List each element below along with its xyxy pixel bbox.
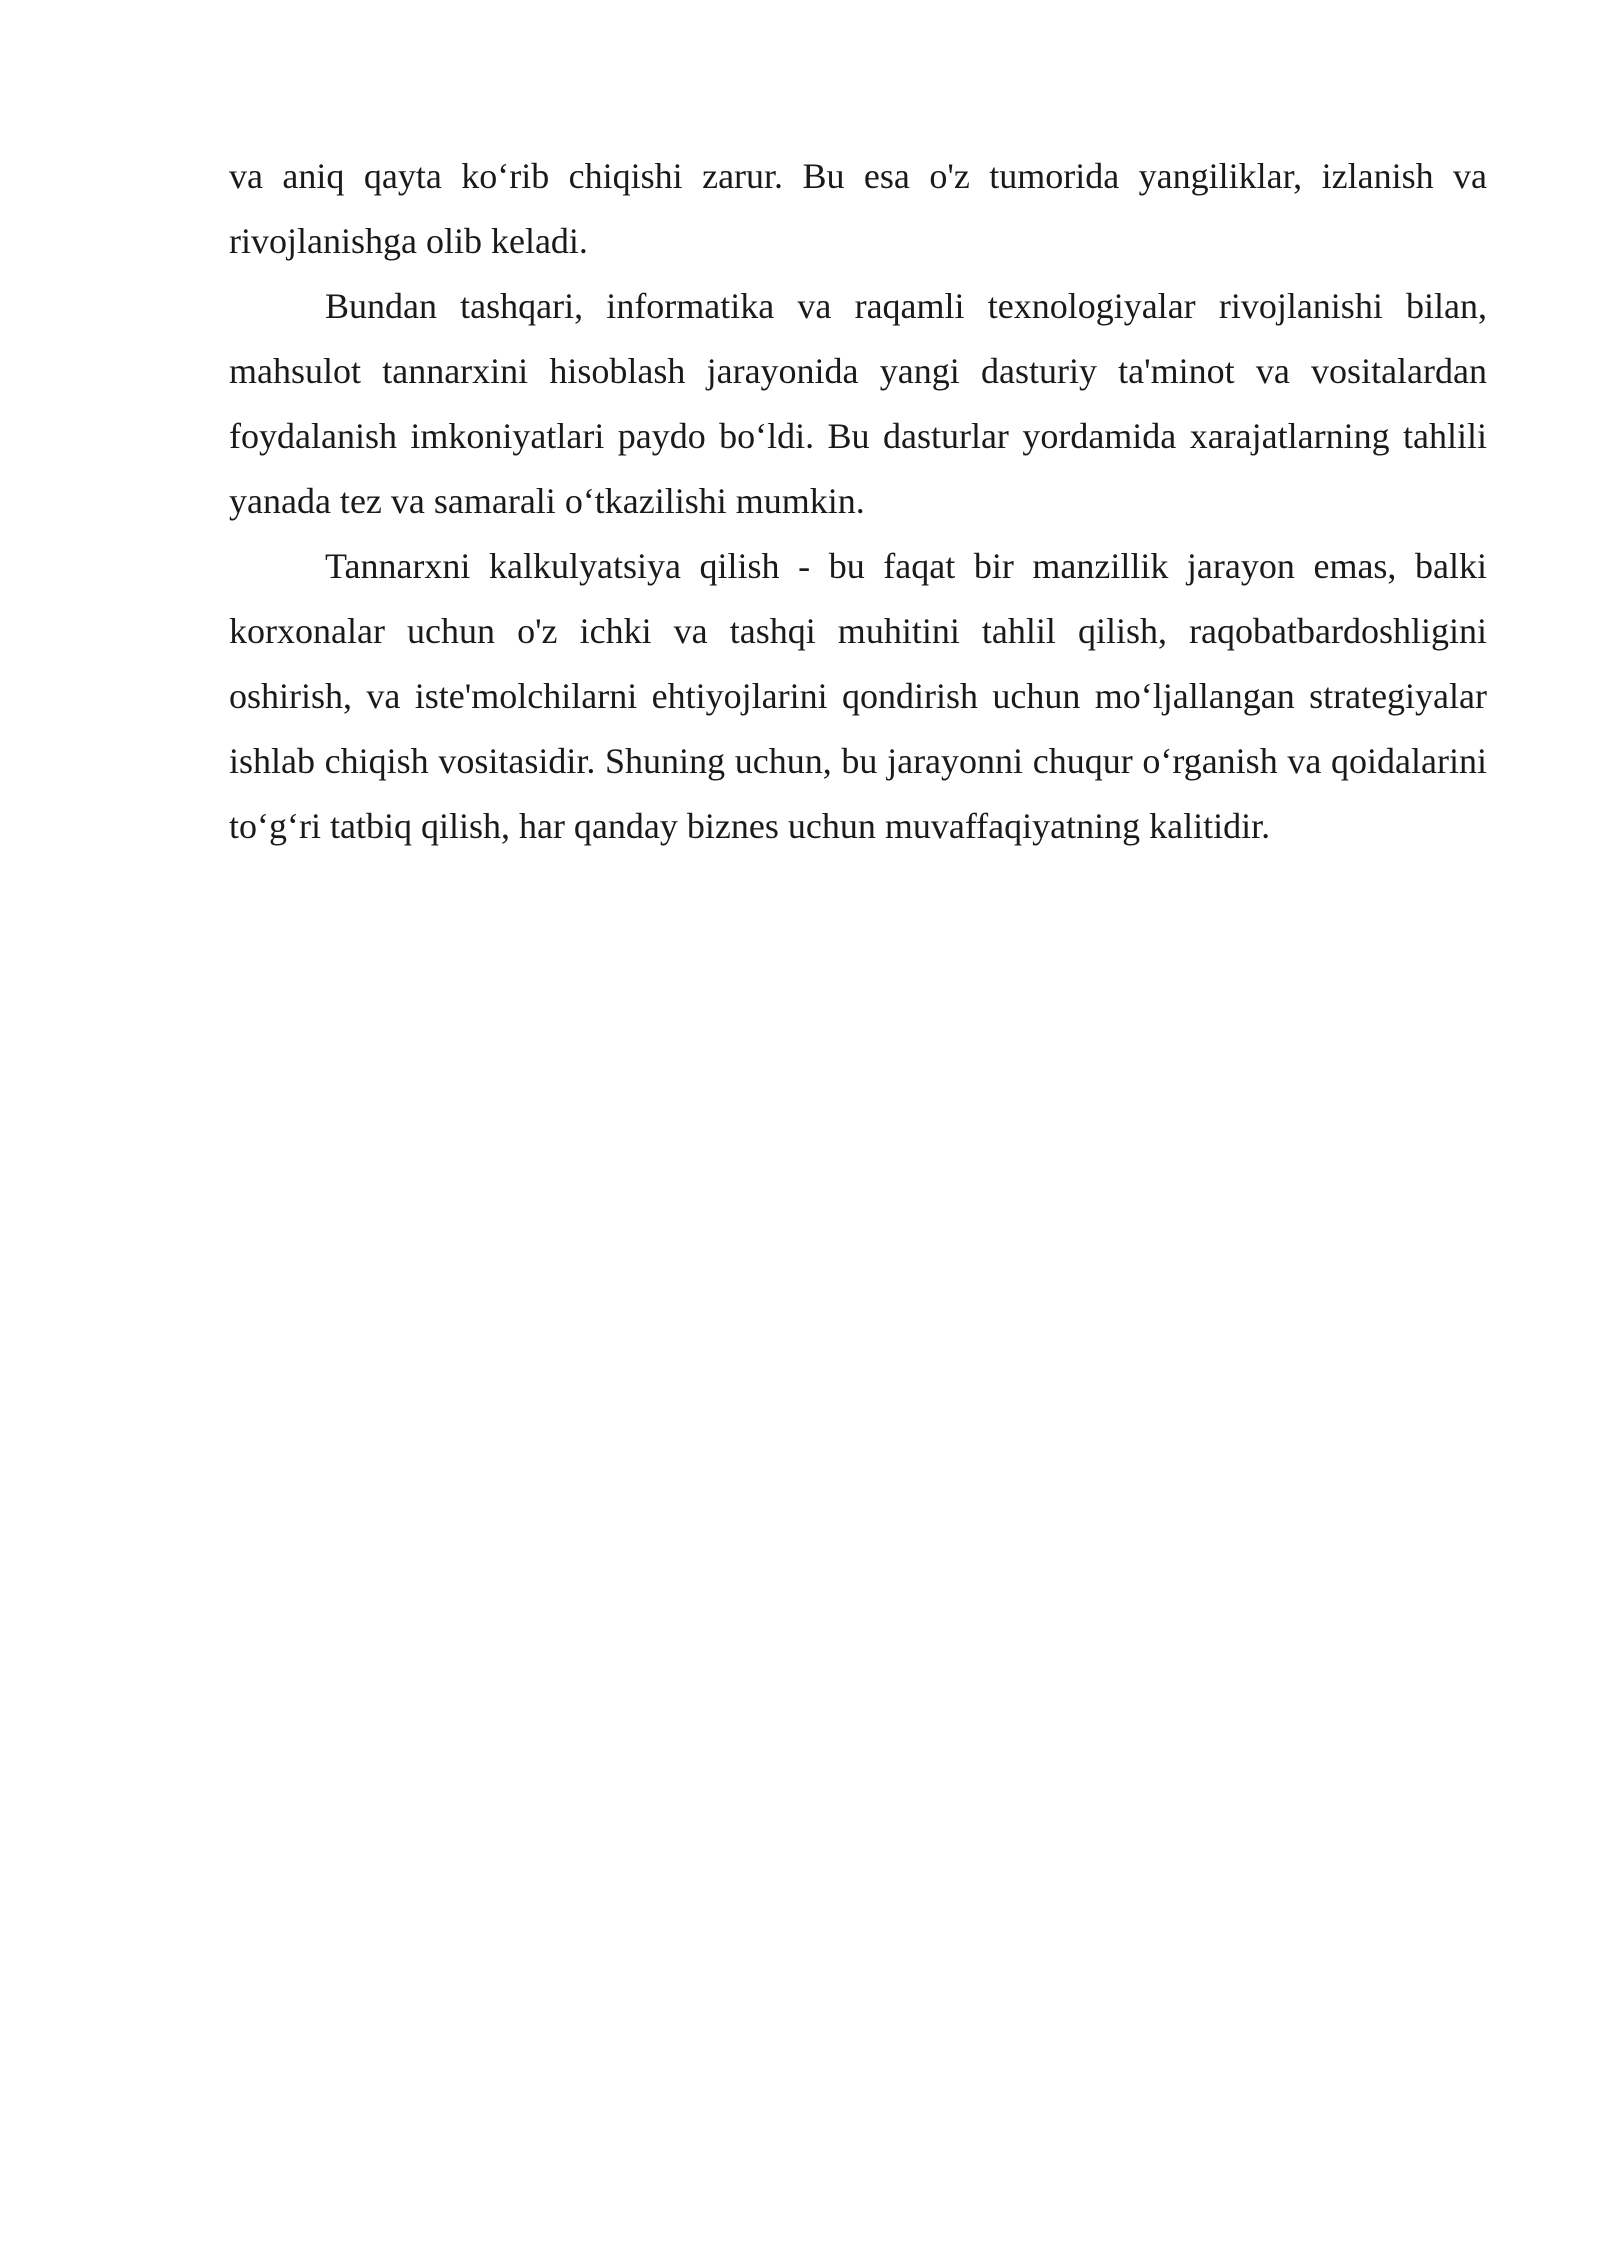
body-text bbox=[229, 144, 1487, 859]
paragraph-technology: Bundan tashqari, informatika va raqamli texnologiyalar rivojlanishi bilan, mahsulot tannarxini hisoblash jarayonida yangi dasturiy ta'minot va vositalardan foydalanish imkoniyatlari paydo bo‘ldi. Bu dasturlar yordamida xarajatlarning tahlili yanada tez va samarali o‘tkazilishi mumkin. bbox=[229, 286, 1487, 521]
paragraph-continuation: va aniq qayta ko‘rib chiqishi zarur. Bu esa o'z tumorida yangiliklar, izlanish va rivojlanishga olib keladi. bbox=[229, 156, 1487, 261]
paragraph-conclusion: Tannarxni kalkulyatsiya qilish - bu faqat bir manzillik jarayon emas, balki korxonalar uchun o'z ichki va tashqi muhitini tahlil qilish, raqobatbardoshligini oshirish, va iste'molchilarni ehtiyojlarini qondirish uchun mo‘ljallangan strategiyalar ishlab chiqish vositasidir. Shuning uchun, bu jarayonni chuqur o‘rganish va qoidalarini to‘g‘ri tatbiq qilish, har qanday biznes uchun muvaffaqiyatning kalitidir. bbox=[229, 546, 1487, 846]
